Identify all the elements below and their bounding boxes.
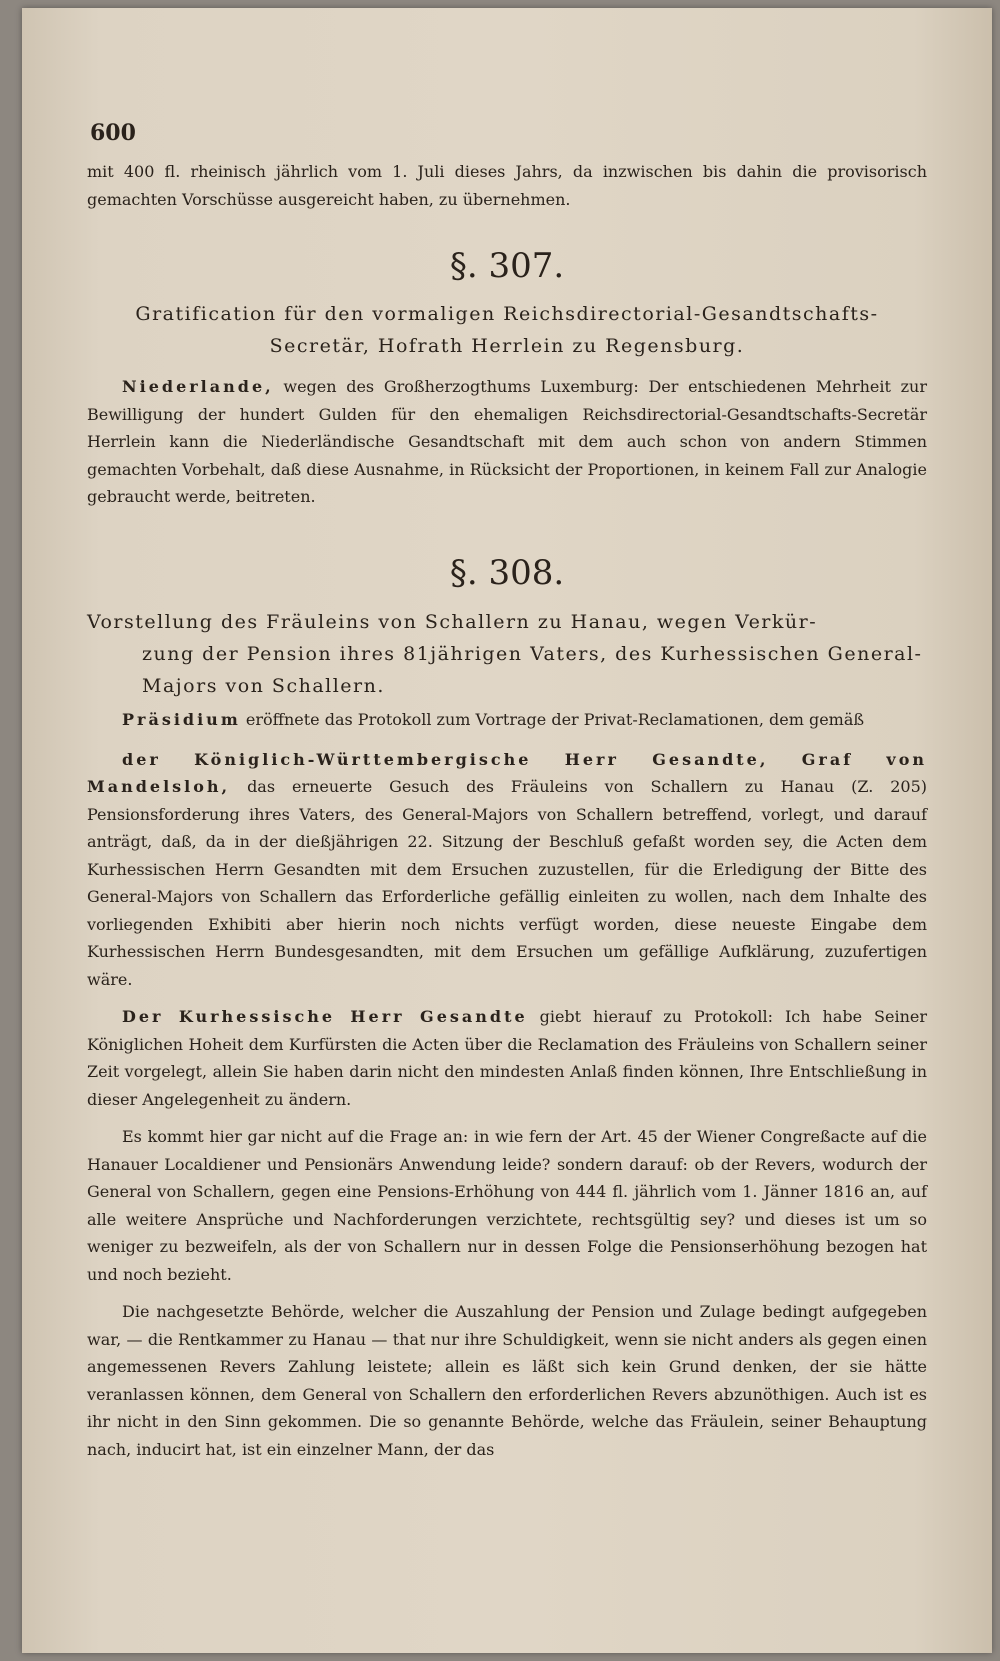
paragraph-praesidium-text: eröffnete das Protokoll zum Vortrage der Privat-Reclamationen, dem gemäß bbox=[245, 710, 865, 729]
section-307-paragraph bbox=[87, 373, 927, 511]
section-307-title: Gratification für den vormaligen Reichsdirectorial-Gesandtschafts-Secretär, Hofrath Herrlein zu Regensburg. bbox=[135, 303, 879, 357]
book-page bbox=[22, 8, 992, 1653]
paragraph-praesidium bbox=[87, 706, 927, 734]
section-307-body bbox=[87, 373, 927, 511]
paragraph-kurhessen bbox=[87, 1003, 927, 1113]
paragraph-kurhessen-text: giebt hierauf zu Protokoll: Ich habe Seiner Königlichen Hoheit dem Kurfürsten die Acten über die Reclamation des Fräuleins von Schallern seiner Zeit vorgelegt, allein Sie haben darin nicht den mindesten Anlaß finden können, Ihre Entschließung in dieser Angelegenheit zu ändern. bbox=[87, 1007, 927, 1109]
section-307-number: §. 307. bbox=[449, 246, 565, 286]
section-308 bbox=[87, 553, 927, 593]
section-308-body bbox=[87, 706, 927, 1463]
section-308-title-line2: zung der Pension ihres 81jährigen Vaters, des Kurhessischen General-Majors von Schallern. bbox=[142, 643, 923, 697]
speaker-kurhessen: Der Kurhessische Herr Gesandte bbox=[122, 1007, 528, 1026]
section-307-text: wegen des Großherzogthums Luxemburg: Der entschiedenen Mehrheit zur Bewilligung der hundert Gulden für den ehemaligen Reichsdirectorial-Gesandtschafts-Secretär Herrlein kann die Niederländische Gesandtschaft mit dem auch schon von andern Stimmen gemachten Vorbehalt, daß diese Ausnahme, in Rücksicht der Proportionen, in keinem Fall zur Analogie gebraucht werde, beitreten. bbox=[87, 377, 927, 506]
intro-text: mit 400 fl. rheinisch jährlich vom 1. Juli dieses Jahrs, da inzwischen bis dahin die provisorisch gemachten Vorschüsse ausgereicht haben, zu übernehmen. bbox=[87, 162, 927, 209]
paragraph-congress: Es kommt hier gar nicht auf die Frage an: in wie fern der Art. 45 der Wiener Congreßacte auf die Hanauer Localdiener und Pensionärs Anwendung leide? sondern darauf: ob der Revers, wodurch der General von Schallern, gegen eine Pensions-Erhöhung von 444 fl. jährlich vom 1. Jänner 1816 an, auf alle weitere Ansprüche und Nachforderungen verzichtete, rechtsgültig sey? und dieses ist um so weniger zu bezweifeln, als der von Schallern nur in dessen Folge die Pensionserhöhung bezogen hat und noch bezieht. bbox=[87, 1127, 927, 1284]
speaker-praesidium: Präsidium bbox=[122, 710, 241, 729]
section-308-title bbox=[87, 606, 927, 702]
section-308-title-line1: Vorstellung des Fräuleins von Schallern zu Hanau, wegen Verkür- bbox=[87, 611, 818, 633]
intro-paragraph bbox=[87, 158, 927, 213]
paragraph-behoerde: Die nachgesetzte Behörde, welcher die Auszahlung der Pension und Zulage bedingt aufgegeben war, — die Rentkammer zu Hanau — that nur ihre Schuldigkeit, wenn sie nicht anders als gegen einen angemessenen Revers Zahlung leistete; allein es läßt sich kein Grund denken, der sie hätte veranlassen können, dem General von Schallern den erforderlichen Revers abzunöthigen. Auch ist es ihr nicht in den Sinn gekommen. Die so genannte Behörde, welche das Fräulein, seiner Behauptung nach, inducirt hat, ist ein einzelner Mann, der das bbox=[87, 1302, 927, 1459]
speaker-niederlande: Niederlande, bbox=[122, 377, 274, 396]
speaker-wuerttemberg: der Königlich-Württembergische Herr Gesandte, Graf von Mandelsloh, bbox=[87, 749, 927, 796]
section-308-number: §. 308. bbox=[449, 553, 565, 593]
section-308-heading bbox=[87, 606, 927, 702]
page-number: 600 bbox=[90, 120, 136, 146]
section-307 bbox=[87, 246, 927, 286]
section-307-heading bbox=[87, 298, 927, 362]
paragraph-wuerttemberg bbox=[87, 746, 927, 994]
paragraph-wuerttemberg-text: das erneuerte Gesuch des Fräuleins von Schallern zu Hanau (Z. 205) Pensionsforderung ihres Vaters, des General-Majors von Schallern betreffend, vorlegt, und darauf anträgt, daß, da in der dießjährigen 22. Sitzung der Beschluß gefaßt worden sey, die Acten dem Kurhessischen Herrn Gesandten mit dem Ersuchen zuzustellen, für die Erledigung der Bitte des General-Majors von Schallern das Erforderliche gefällig einleiten zu wollen, nach dem Inhalte des vorliegenden Exhibiti aber hierin noch nichts verfügt worden, diese neueste Eingabe dem Kurhessischen Herrn Bundesgesandten, mit dem Ersuchen um gefällige Aufklärung, zuzufertigen wäre. bbox=[87, 777, 928, 989]
